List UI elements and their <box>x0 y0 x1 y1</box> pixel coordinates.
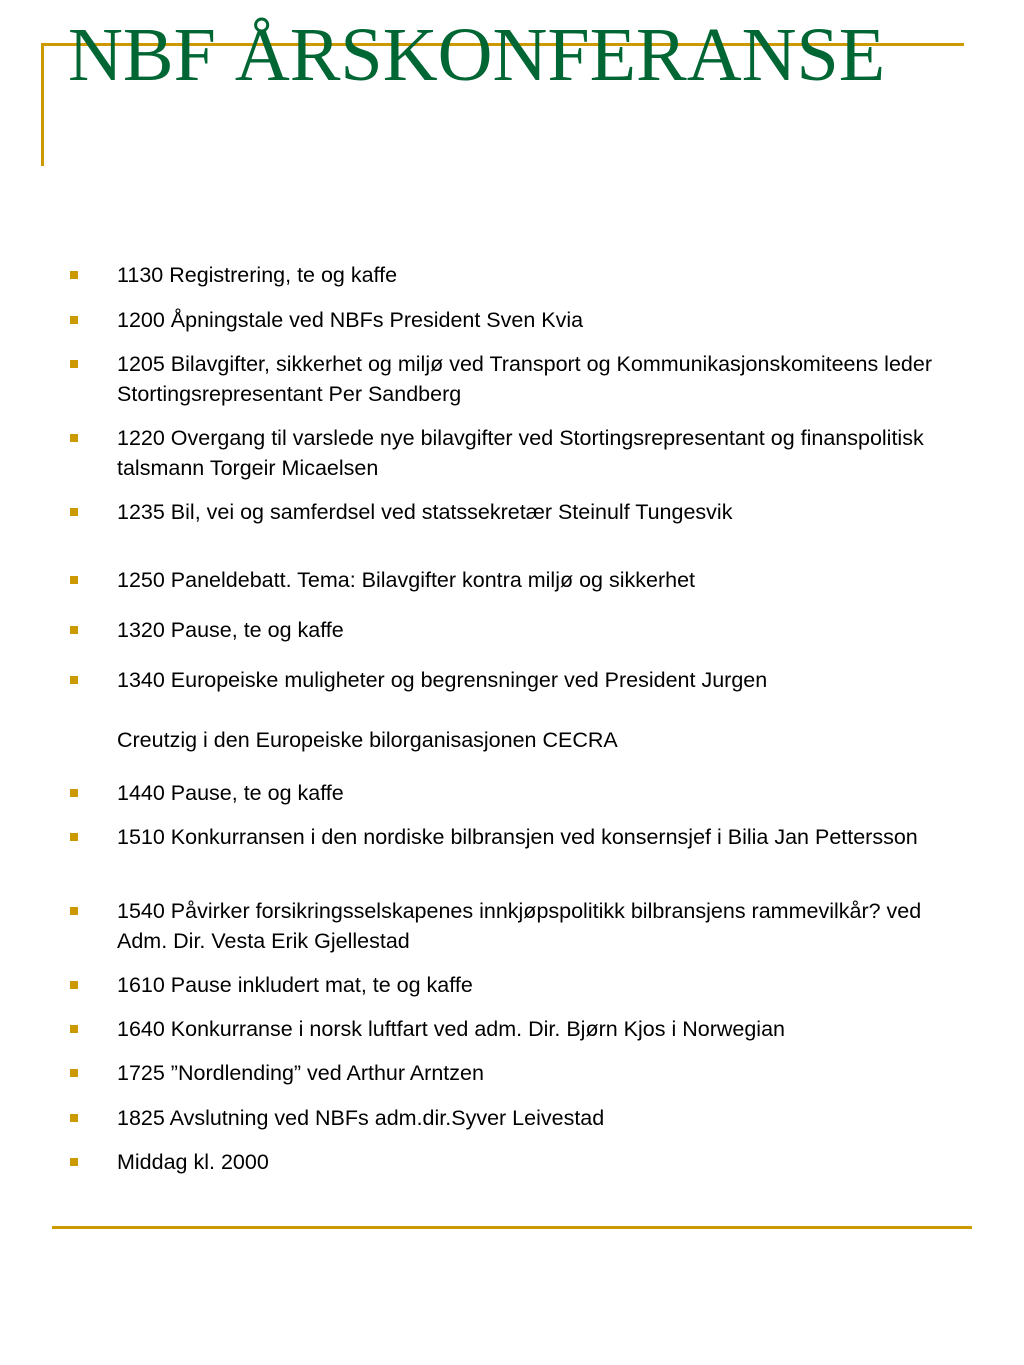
agenda-item-text: 1340 Europeiske muligheter og begrensninger ved President Jurgen <box>117 668 768 692</box>
agenda-item-text: 1205 Bilavgifter, sikkerhet og miljø ved Transport og Kommunikasjonskomiteens leder Stortingsrepresentant Per Sandberg <box>117 352 932 406</box>
agenda-item-text: 1235 Bil, vei og samferdsel ved statssekretær Steinulf Tungesvik <box>117 500 733 524</box>
agenda-item <box>117 1103 937 1133</box>
agenda-item-continuation: Creutzig i den Europeiske bilorganisasjonen CECRA <box>117 728 618 752</box>
square-bullet-icon <box>70 789 78 797</box>
agenda-item-text: 1540 Påvirker forsikringsselskapenes innkjøpspolitikk bilbransjens rammevilkår? ved Adm. Dir. Vesta Erik Gjellestad <box>117 899 922 953</box>
agenda-item-text: 1725 ”Nordlending” ved Arthur Arntzen <box>117 1061 484 1085</box>
agenda-item <box>117 778 937 808</box>
square-bullet-icon <box>70 1025 78 1033</box>
slide-title: NBF ÅRSKONFERANSE <box>68 13 886 97</box>
agenda-item-text: 1440 Pause, te og kaffe <box>117 781 344 805</box>
square-bullet-icon <box>70 360 78 368</box>
agenda-item-text: 1510 Konkurransen i den nordiske bilbransjen ved konsernsjef i Bilia Jan Pettersson <box>117 825 918 849</box>
agenda-item <box>117 260 937 290</box>
square-bullet-icon <box>70 1114 78 1122</box>
agenda-item-text: 1640 Konkurranse i norsk luftfart ved adm. Dir. Bjørn Kjos i Norwegian <box>117 1017 785 1041</box>
agenda-item <box>117 615 937 645</box>
square-bullet-icon <box>70 1158 78 1166</box>
square-bullet-icon <box>70 626 78 634</box>
square-bullet-icon <box>70 1069 78 1077</box>
square-bullet-icon <box>70 508 78 516</box>
square-bullet-icon <box>70 271 78 279</box>
agenda-item-text: 1220 Overgang til varslede nye bilavgifter ved Stortingsrepresentant og finanspolitisk talsmann Torgeir Micaelsen <box>117 426 924 480</box>
square-bullet-icon <box>70 907 78 915</box>
agenda-item-text: 1130 Registrering, te og kaffe <box>117 263 398 287</box>
square-bullet-icon <box>70 981 78 989</box>
agenda-item-text: 1320 Pause, te og kaffe <box>117 618 344 642</box>
square-bullet-icon <box>70 576 78 584</box>
agenda-item <box>117 896 937 956</box>
agenda-item <box>117 970 937 1000</box>
agenda-item <box>117 565 937 595</box>
square-bullet-icon <box>70 676 78 684</box>
agenda-item <box>117 423 937 483</box>
agenda-item-text: 1610 Pause inkludert mat, te og kaffe <box>117 973 473 997</box>
agenda-item <box>117 665 937 755</box>
agenda-item <box>117 1147 937 1177</box>
agenda-item-text: 1200 Åpningstale ved NBFs President Sven Kvia <box>117 308 584 332</box>
square-bullet-icon <box>70 316 78 324</box>
agenda-item-text: Middag kl. 2000 <box>117 1150 269 1174</box>
agenda-item <box>117 349 937 409</box>
agenda-item <box>117 305 937 335</box>
agenda-item-text: 1250 Paneldebatt. Tema: Bilavgifter kontra miljø og sikkerhet <box>117 568 696 592</box>
agenda-item <box>117 1058 937 1088</box>
agenda-item-text: 1825 Avslutning ved NBFs adm.dir.Syver Leivestad <box>117 1106 605 1130</box>
agenda-item <box>117 497 937 527</box>
footer-rule <box>52 1226 972 1229</box>
square-bullet-icon <box>70 434 78 442</box>
square-bullet-icon <box>70 833 78 841</box>
agenda-item <box>117 1014 937 1044</box>
agenda-item <box>117 822 937 852</box>
